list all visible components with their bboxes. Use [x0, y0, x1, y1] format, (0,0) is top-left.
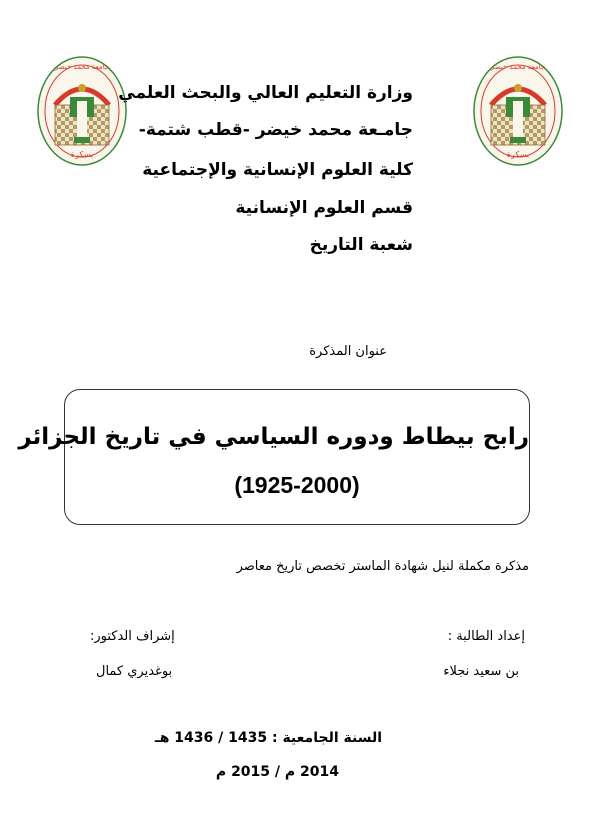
supervisor-label: إشراف الدكتور:	[90, 629, 175, 644]
faculty-name: كلية العلوم الإنسانية والإجتماعية	[142, 160, 413, 180]
university-logo-right	[469, 53, 567, 169]
svg-text:جامعة محمد خيضر: جامعة محمد خيضر	[490, 63, 546, 71]
degree-note: مذكرة مكملة لنيل شهادة الماستر تخصص تاريخ معاصر	[236, 559, 529, 574]
academic-year-hijri: السنة الجامعية : 1435 / 1436 هـ	[154, 730, 382, 746]
university-name: جامـعة محمد خيضر -قطب شتمة-	[138, 120, 413, 140]
student-name: بن سعيد نجلاء	[443, 664, 519, 679]
student-label: إعداد الطالبة :	[447, 629, 525, 644]
department-name: قسم العلوم الإنسانية	[235, 198, 413, 218]
academic-year-gregorian: 2014 م / 2015 م	[215, 764, 339, 780]
thesis-title: رابح بيطاط ودوره السياسي في تاريخ الجزائر	[18, 424, 529, 450]
svg-text:بسكرة: بسكرة	[506, 150, 530, 159]
university-emblem-icon	[33, 53, 131, 169]
thesis-years: (1925-2000)	[234, 472, 360, 498]
branch-name: شعبة التاريخ	[309, 235, 413, 255]
ministry-name: وزارة التعليم العالي والبحث العلمي	[118, 83, 413, 103]
university-emblem-icon	[469, 53, 567, 169]
thesis-title-box	[18, 389, 530, 525]
memo-title-label: عنوان المذكرة	[309, 344, 387, 359]
svg-text:بسكرة: بسكرة	[70, 150, 94, 159]
university-logo-left	[33, 53, 131, 169]
supervisor-name: بوغديري كمال	[96, 664, 173, 679]
svg-text:جامعة محمد خيضر: جامعة محمد خيضر	[54, 63, 110, 71]
